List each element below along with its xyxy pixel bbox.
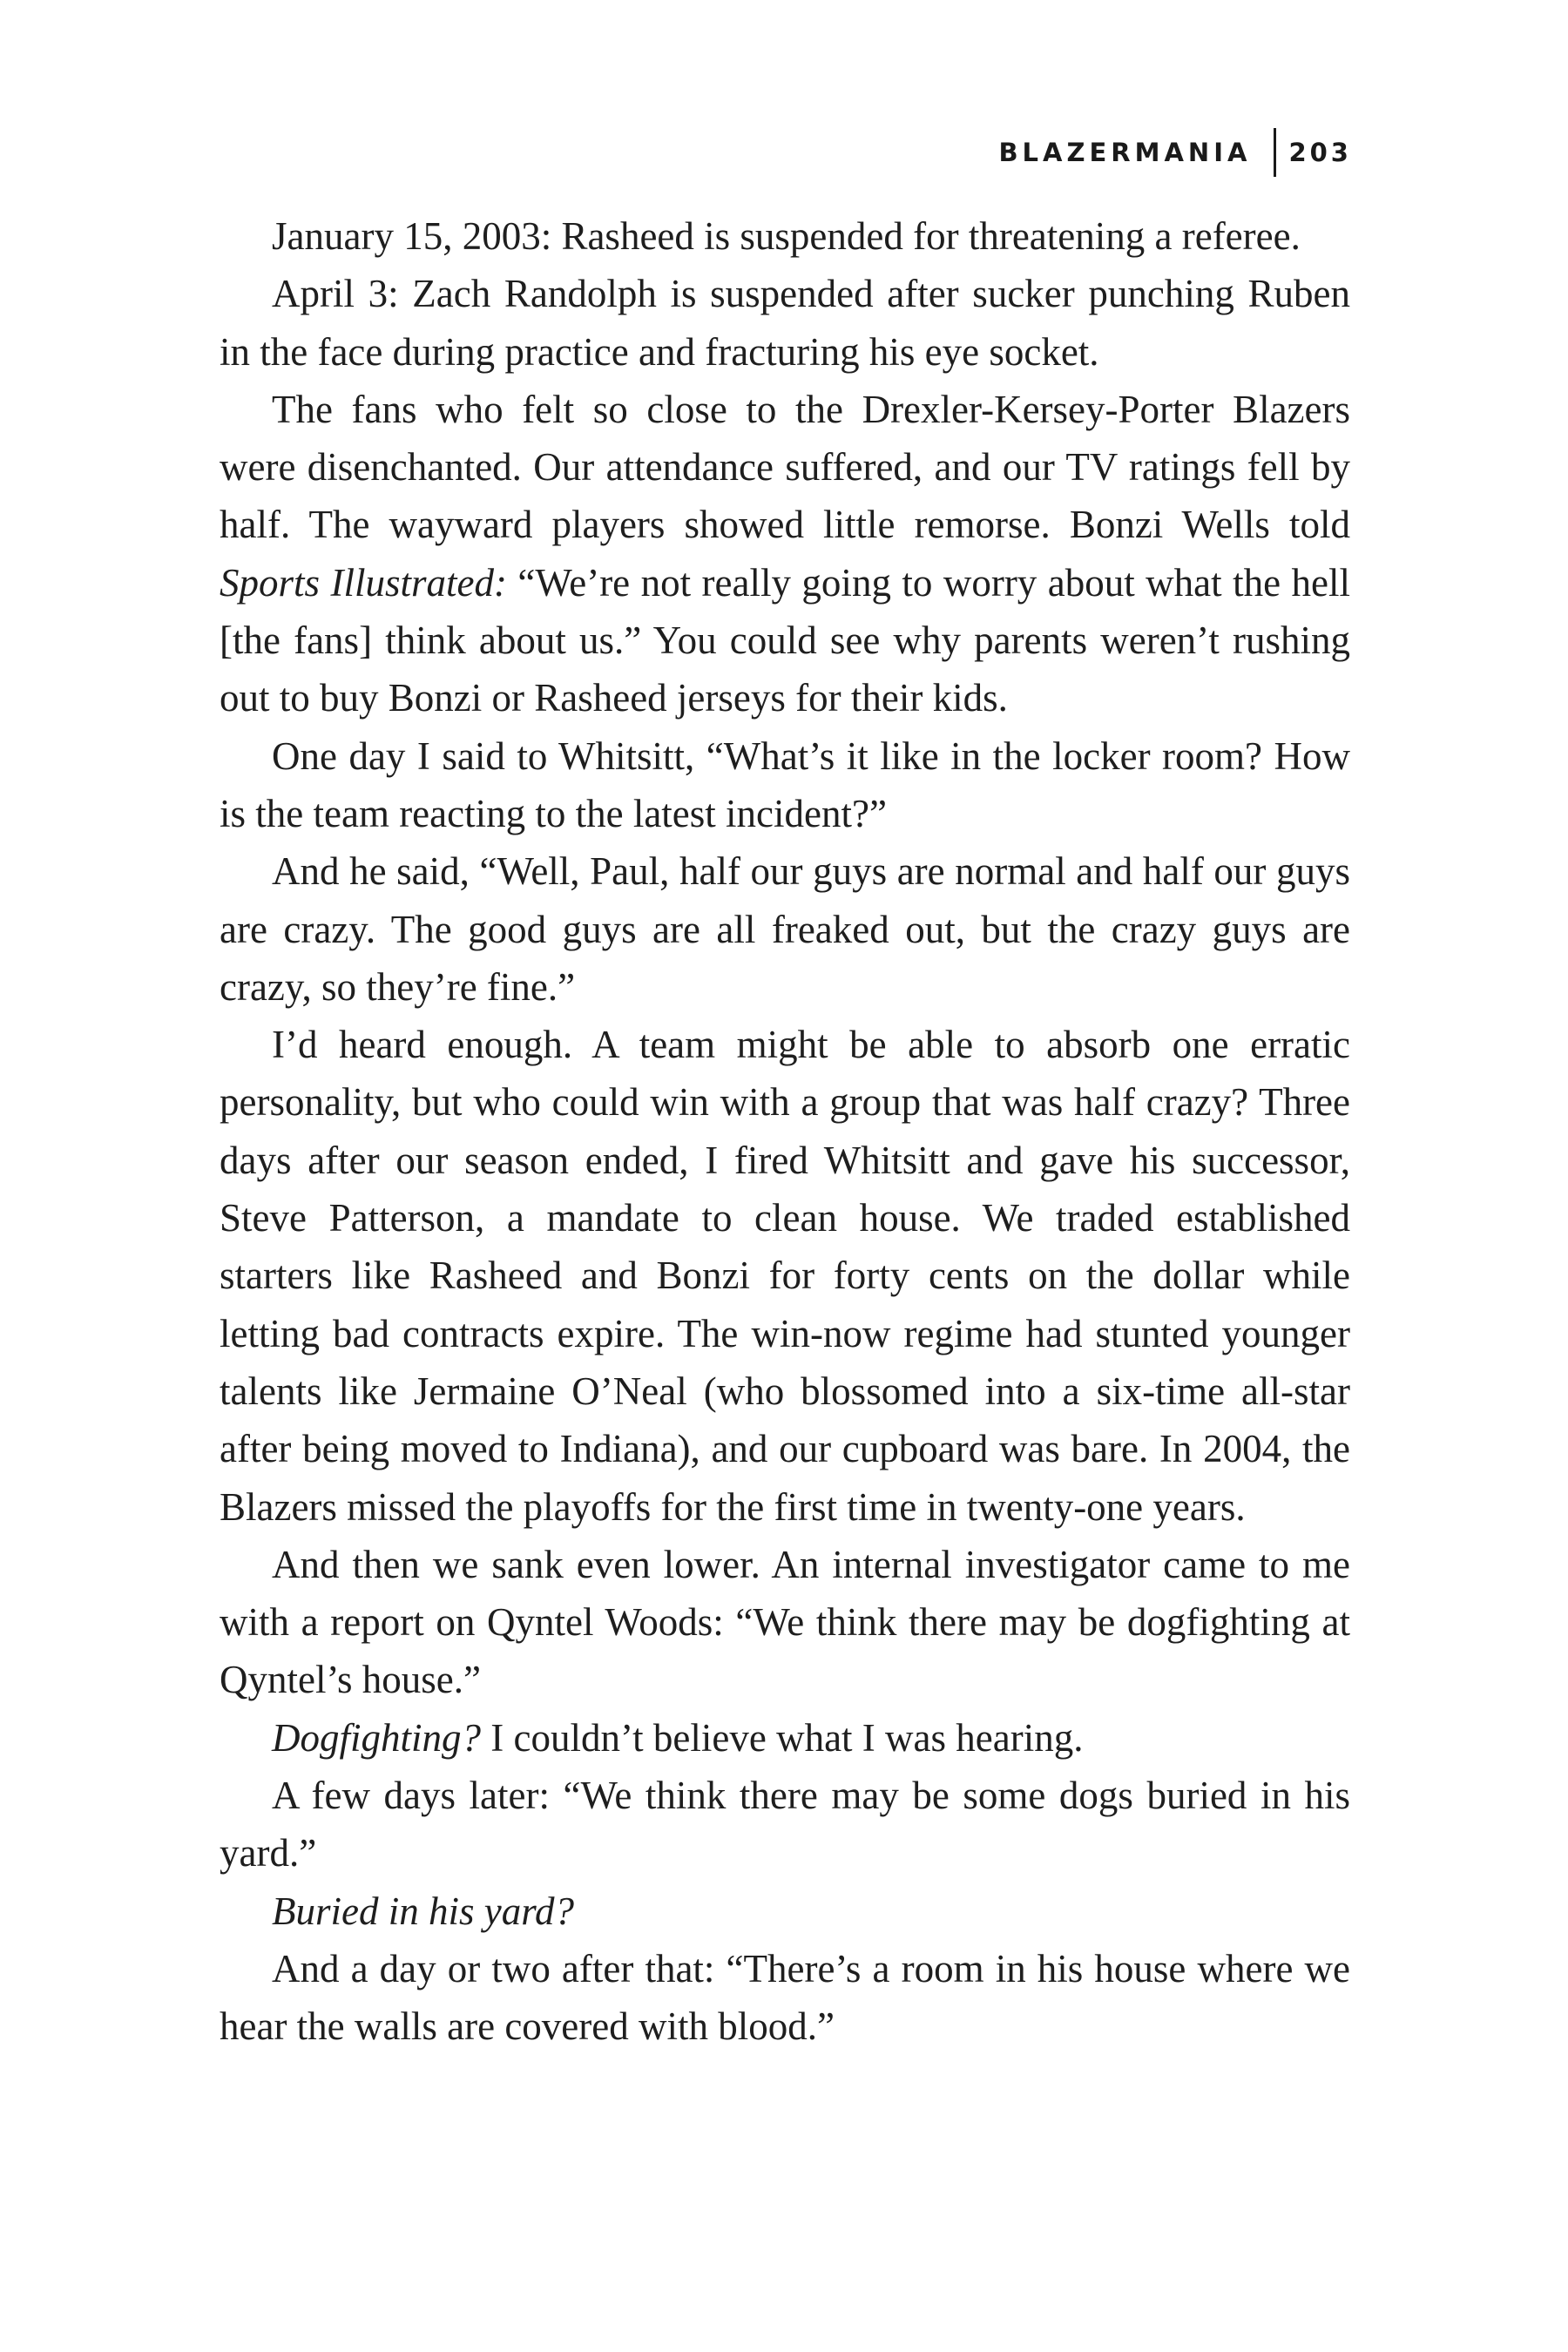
magazine-title: Sports Illustrated: xyxy=(220,560,507,605)
paragraph-2 xyxy=(220,265,1350,381)
paragraph-5 xyxy=(220,842,1350,1016)
paragraph-text: I’d heard enough. A team might be able to absorb one erratic personality, but who could win with a group that was half crazy? Three days after our season ended, I fired Whitsitt and gave his successor, Steve Patterson, a mandate to clean house. We traded established starters like Rasheed and Bonzi for forty cents on the dollar while letting bad contracts expire. The win-now regime had stunted younger talents like Jermaine O’Neal (who blossomed into a six-time all-star after being moved to Indiana), and our cupboard was bare. In 2004, the Blazers missed the playoffs for the first time in twenty-one years. xyxy=(220,1023,1350,1529)
italic-thought: Dogfighting? xyxy=(272,1715,482,1760)
page-number: 203 xyxy=(1288,138,1352,167)
paragraph-text-before-italic: The fans who felt so close to the Drexler-Kersey-Porter Blazers were disenchanted. Our attendance suffered, and our TV ratings fell by half. The wayward players showed little remorse. Bonzi Wells told xyxy=(220,387,1350,547)
paragraph-11 xyxy=(220,1940,1350,2056)
paragraph-text: And then we sank even lower. An internal investigator came to me with a report on Qyntel Woods: “We think there may be dogfighting at Qyntel’s house.” xyxy=(220,1542,1350,1702)
paragraph-4 xyxy=(220,727,1350,843)
paragraph-text-after-italic: “We’re not really going to worry about what the hell [the fans] think about us.” You could see why parents weren’t rushing out to buy Bonzi or Rasheed jerseys for their kids. xyxy=(220,560,1350,720)
paragraph-6 xyxy=(220,1016,1350,1536)
running-head-divider xyxy=(1274,128,1276,177)
paragraph-text: A few days later: “We think there may be some dogs buried in his yard.” xyxy=(220,1774,1350,1876)
running-head xyxy=(998,131,1352,174)
italic-thought: Buried in his yard? xyxy=(272,1889,575,1933)
running-head-title: BLAZERMANIA xyxy=(998,138,1252,167)
paragraph-text: January 15, 2003: Rasheed is suspended for threatening a referee. xyxy=(272,214,1301,258)
paragraph-text: One day I said to Whitsitt, “What’s it like in the locker room? How is the team reacting to the latest incident?” xyxy=(220,733,1350,835)
paragraph-text: And he said, “Well, Paul, half our guys are normal and half our guys are crazy. The good guys are all freaked out, but the crazy guys are crazy, so they’re fine.” xyxy=(220,849,1350,1009)
paragraph-text-after-italic: I couldn’t believe what I was hearing. xyxy=(481,1715,1084,1760)
paragraph-8 xyxy=(220,1709,1350,1767)
paragraph-text: April 3: Zach Randolph is suspended after sucker punching Ruben in the face during practice and fracturing his eye socket. xyxy=(220,272,1350,374)
body-text xyxy=(220,207,1350,2056)
paragraph-9 xyxy=(220,1767,1350,1882)
paragraph-7 xyxy=(220,1536,1350,1709)
paragraph-1 xyxy=(220,207,1350,265)
paragraph-3 xyxy=(220,381,1350,727)
paragraph-text: And a day or two after that: “There’s a room in his house where we hear the walls are covered with blood.” xyxy=(220,1946,1350,2049)
paragraph-10 xyxy=(220,1882,1350,1940)
